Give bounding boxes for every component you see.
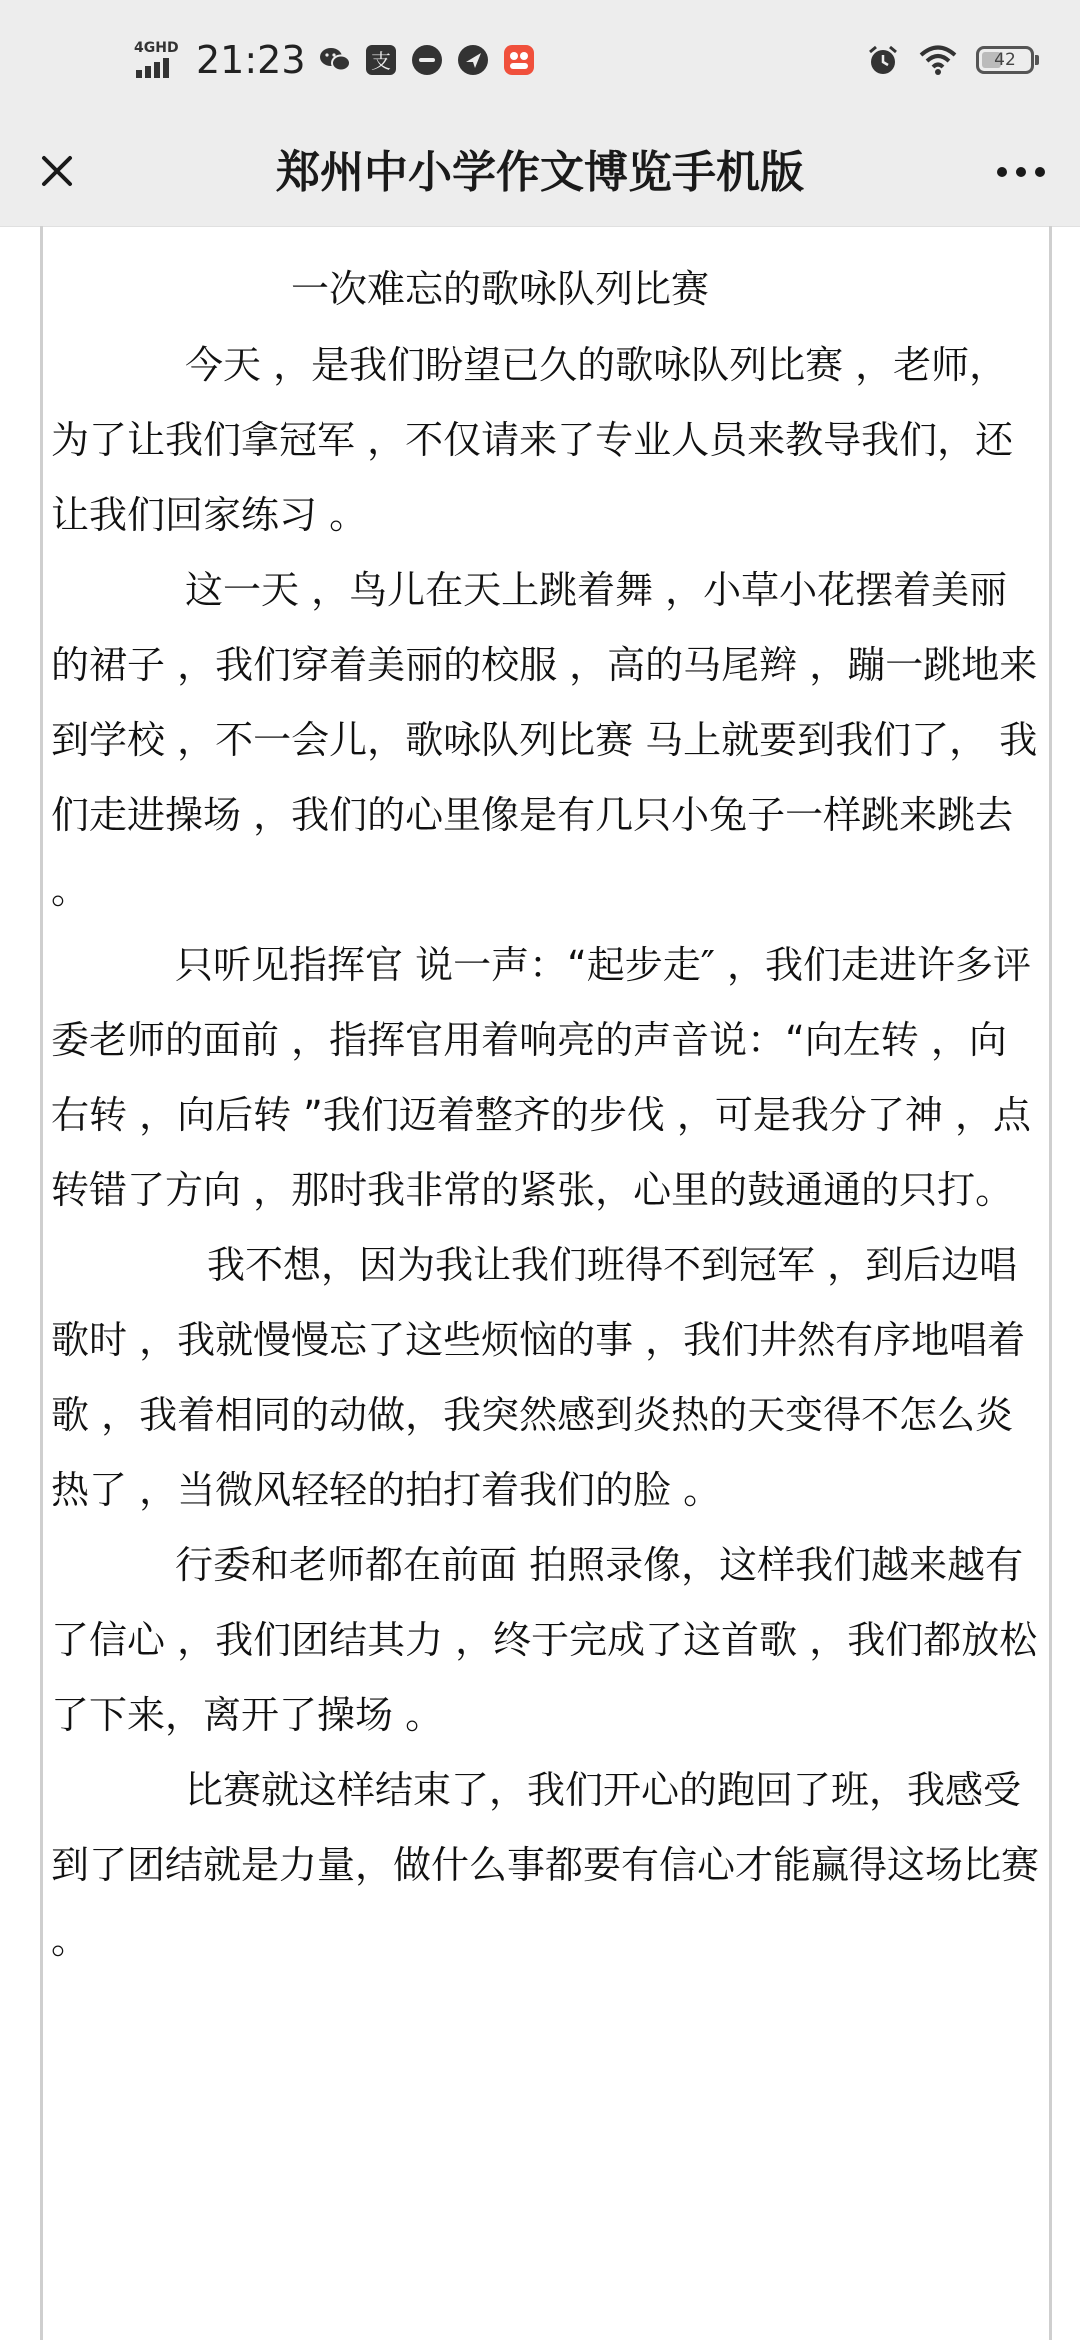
more-icon[interactable] [988,150,1054,194]
status-time: 21:23 [196,38,306,82]
close-icon[interactable] [26,140,88,202]
wechat-icon [318,43,352,77]
article-paragraph: 只听见指挥官 说一声：“起步走″ ，我们走进许多评委老师的面前 ，指挥官用着响亮的声音说：“向左转 ，向右转 ，向后转 ”我们迈着整齐的步伐 ，可是我分了神 ，点转错了方向 ，那时我非常的紧张，心里的鼓通通的只打。 [51,943,1032,1212]
status-bar-left [132,34,536,86]
page-title: 郑州中小学作文博览手机版 [276,147,804,198]
alipay-icon [364,43,398,77]
svg-text:支: 支 [370,49,391,73]
article-paragraph: 我不想，因为我让我们班得不到冠军 ，到后边唱歌时 ，我就慢慢忘了这些烦恼的事 ，我们井然有序地唱着歌 ，我着相同的动做，我突然感到炎热的天变得不怎么炎热了 ，当微风轻轻的拍打着我们的脸 。 [51,1243,1026,1512]
article-title: 一次难忘的歌咏队列比赛 [291,267,710,311]
status-bar [0,0,1080,120]
more-dot [1016,167,1026,177]
wifi-icon [918,43,958,77]
signal-bars-icon [136,58,169,78]
title-bar [0,120,1080,227]
article-content[interactable] [40,226,1052,2340]
jovi-icon [410,43,444,77]
network-indicator [132,40,184,80]
alarm-icon [866,43,900,77]
more-dot [1035,167,1045,177]
status-bar-right [866,38,1034,82]
game-app-icon [502,43,536,77]
network-type: 4GHD [134,40,179,56]
article-paragraph: 这一天 ，鸟儿在天上跳着舞 ，小草小花摆着美丽的裙子 ，我们穿着美丽的校服 ，高的马尾辫 ，蹦一跳地来到学校 ，不一会儿，歌咏队列比赛 马上就要到我们了， 我们走进操场 ，我们的心里像是有几只小兔子一样跳来跳去 。 [51,568,1038,912]
navigation-icon [456,43,490,77]
article-paragraph: 行委和老师都在前面 拍照录像，这样我们越来越有了信心 ，我们团结其力 ，终于完成了这首歌 ，我们都放松了下来，离开了操场 。 [51,1543,1038,1737]
battery-icon [976,46,1034,74]
battery-level: 42 [994,50,1016,70]
article-paragraph: 今天 ，是我们盼望已久的歌咏队列比赛 ，老师，为了让我们拿冠军 ，不仅请来了专业人员来教导我们，还让我们回家练习 。 [51,343,1014,537]
article-paragraph: 比赛就这样结束了，我们开心的跑回了班，我感受到了团结就是力量，做什么事都要有信心才能赢得这场比赛 。 [51,1768,1040,1962]
more-dot [997,167,1007,177]
